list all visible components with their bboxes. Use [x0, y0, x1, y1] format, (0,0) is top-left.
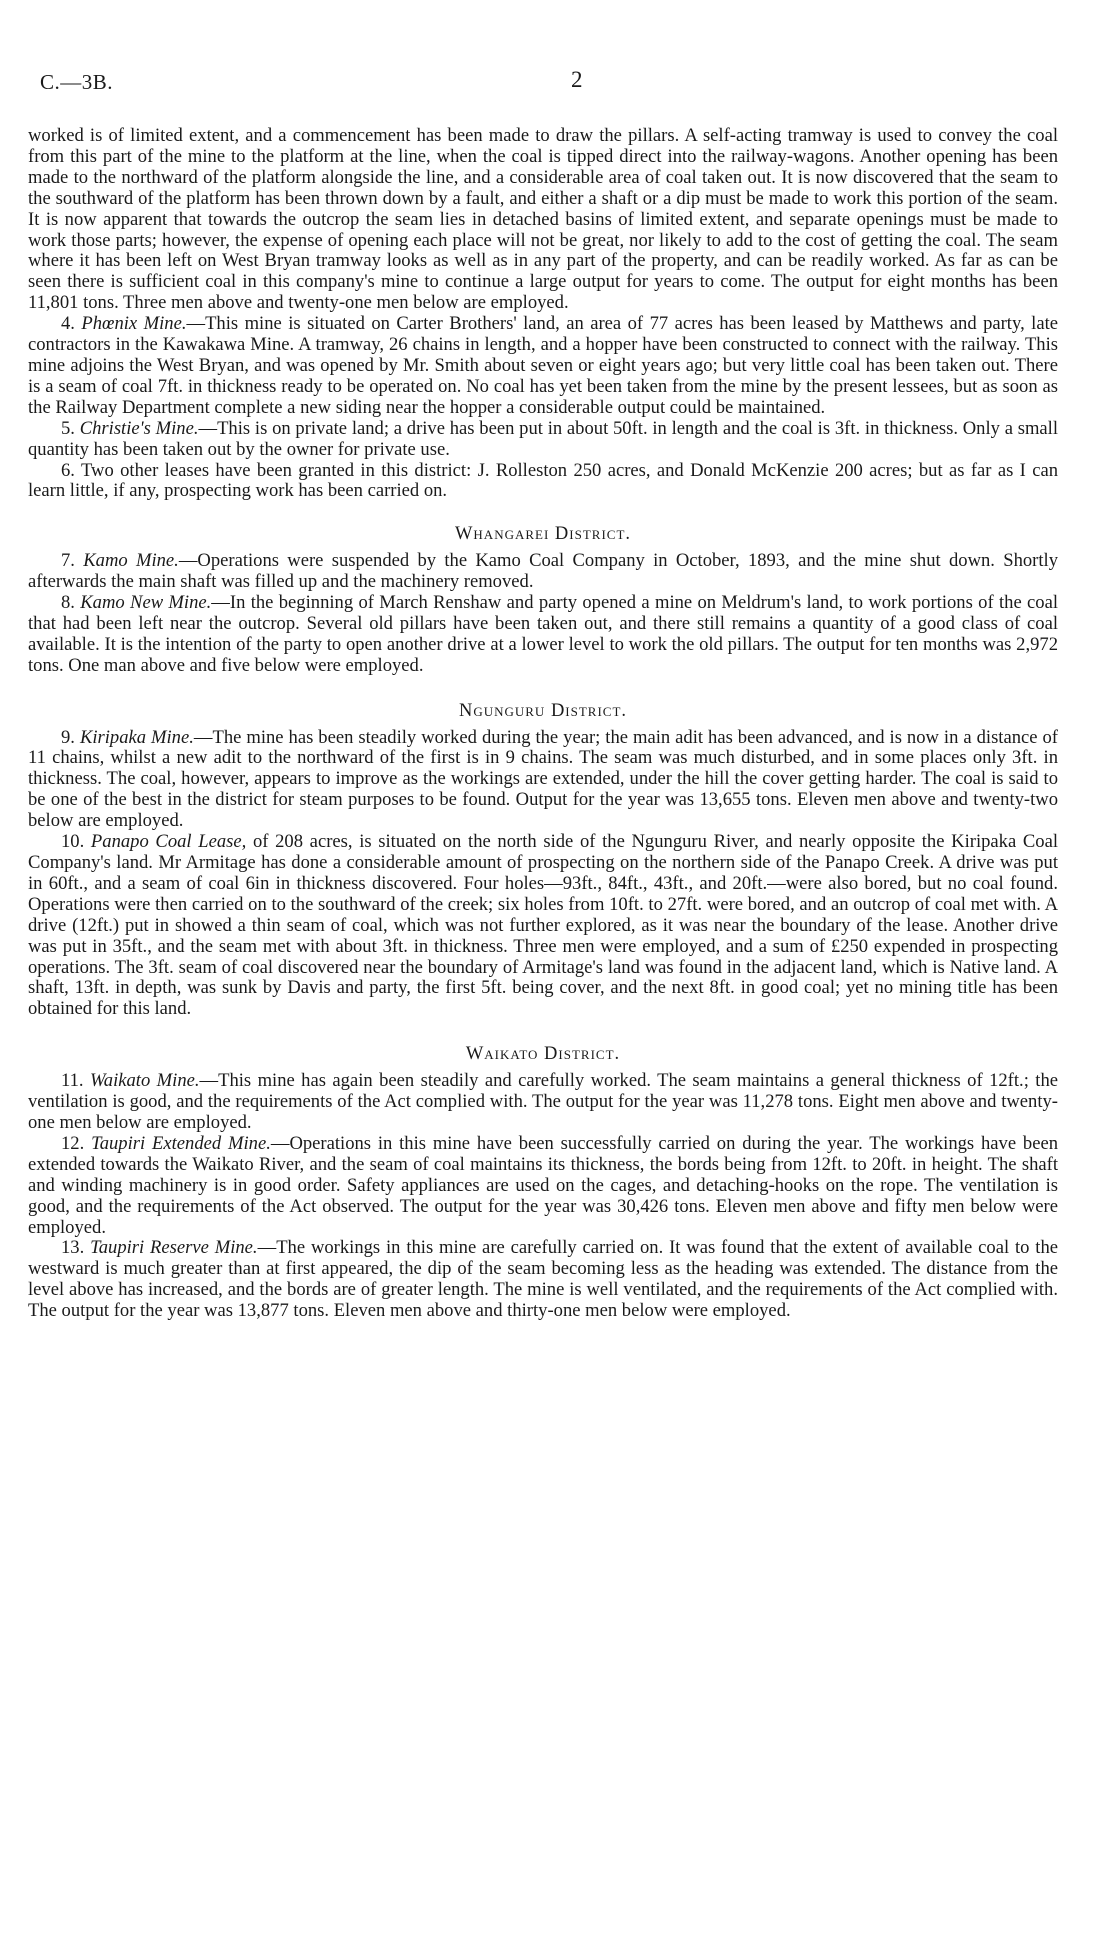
paragraph-kiripaka-mine [28, 728, 1058, 833]
paragraph-text: —This mine has again been steadily and carefully worked. The seam maintains a general thickness of 12ft.; the ventilation is good, and the requirements of the Act complied with. The output for the year was 11,278 tons. Eight men above and twenty-one men below are employed. [28, 1070, 1058, 1133]
mine-title: Kiripaka Mine. [79, 726, 194, 748]
paragraph-kamo-mine [28, 551, 1058, 593]
paragraph-taupiri-extended-mine [28, 1134, 1058, 1239]
paragraph-number: 7. [61, 550, 84, 572]
paragraph-panapo-coal-lease [28, 832, 1058, 1020]
paragraph-number: 5. [61, 417, 80, 439]
mine-title: Taupiri Extended Mine. [91, 1132, 271, 1154]
paragraph-number: 9. [61, 726, 80, 748]
paragraph-continuation [28, 126, 1058, 314]
paragraph-number: 8. [61, 592, 81, 614]
mine-title: Taupiri Reserve Mine. [90, 1237, 258, 1259]
paragraph-other-leases [28, 461, 1058, 503]
paragraph-number: 11. [61, 1070, 90, 1092]
paragraph-taupiri-reserve-mine [28, 1238, 1058, 1322]
paragraph-text: —The mine has been steadily worked during the year; the main adit has been advanced, and is now in a distance of 11 chains, whilst a new adit to the northward of the first is in 9 chains. The seam was much disturbed, and in some places only 3ft. in thickness. The coal, however, appears to improve as the workings are extended, under the hill the cover getting harder. The coal is said to be one of the best in the district for steam purposes to be found. Output for the year was 13,655 tons. Eleven men above and twenty-two below are employed. [28, 726, 1058, 832]
paragraph-number: 6. [61, 459, 81, 481]
mine-title: Kamo Mine. [83, 550, 179, 572]
paragraph-text: —Operations were suspended by the Kamo Coal Company in October, 1893, and the mine shut down. Shortly afterwards the main shaft was filled up and the machinery removed. [28, 550, 1059, 593]
mine-title: Kamo New Mine. [80, 592, 212, 614]
page-header [28, 60, 1058, 100]
mine-title: Waikato Mine. [89, 1070, 200, 1092]
paragraph-text: —In the beginning of March Renshaw and party opened a mine on Meldrum's land, to work portions of the coal that had been left near the outcrop. Several old pillars have been taken out, and there still remains a quantity of a good class of coal available. It is the intention of the party to open another drive at a lower level to work the old pillars. The output for ten months was 2,972 tons. One man above and five below were employed. [28, 592, 1058, 676]
paragraph-text: —The workings in this mine are carefully carried on. It was found that the extent of available coal to the westward is much greater than at first appeared, the dip of the seam becoming less as the heading was extended. The distance from the level above has increased, and the bords are of greater length. The mine is well ventilated, and the requirements of the Act complied with. The output for the year was 13,877 tons. Eleven men above and thirty-one men below were employed. [28, 1237, 1058, 1322]
paragraph-text: of 208 acres, is situated on the north side of the Ngunguru River, and nearly opposite the Kiripaka Coal Company's land. Mr Armitage has done a considerable amount of prospecting on the northern side of the Panapo Creek. A drive was put in 60ft., and a seam of coal 6in in thickness discovered. Four holes—93ft., 84ft., 43ft., and 20ft.—were also bored, but no coal found. Operations were then carried on to the southward of the creek; six holes from 10ft. to 27ft. were bored, and an outcrop of coal met with. A drive (12ft.) put in showed a thin seam of coal, which was not further explored, as it was near the boundary of the lease. Another drive was put in 35ft., and the seam met with about 3ft. in thickness. Three men were employed, and a sum of £250 expended in prospecting operations. The 3ft. seam of coal discovered near the boundary of Armitage's land was found in the adjacent land, which is Native land. A shaft, 13ft. in depth, was sunk by Davis and party, the first 5ft. being cover, and the next 8ft. in good coal; yet no mining title has been obtained for this land. [28, 831, 1058, 1020]
paragraph-number: 13. [61, 1237, 91, 1259]
document-reference: C.—3B. [40, 70, 114, 94]
paragraph-number: 12. [61, 1132, 92, 1154]
paragraph-text: Two other leases have been granted in this district: J. Rolleston 250 acres, and Donald McKenzie 200 acres; but as far as I can learn little, if any, prospecting work has been carried on. [28, 459, 1058, 502]
paragraph-phoenix-mine [28, 314, 1058, 419]
paragraph-kamo-new-mine [28, 593, 1058, 677]
paragraph-text: worked is of limited extent, and a commencement has been made to draw the pillars. A self-acting tramway is used to convey the coal from this part of the mine to the platform at the line, when the coal is tipped direct into the railway-wagons. Another opening has been made to the northward of the platform alongside the line, and a considerable area of coal taken out. It is now discovered that the seam to the southward of the platform has been thrown down by a fault, and either a shaft or a dip must be made to work this portion of the seam. It is now apparent that towards the outcrop the seam lies in detached basins of limited extent, and separate openings must be made to work those parts; however, the expense of opening each place will not be great, nor likely to add to the cost of getting the coal. The seam where it has been left on West Bryan tramway looks as well as in any part of the property, and can be readily worked. As far as can be seen there is sufficient coal in this company's mine to continue a large output for years to come. The output for eight months has been 11,801 tons. Three men above and twenty-one men below are employed. [28, 125, 1058, 314]
paragraph-text: —This is on private land; a drive has been put in about 50ft. in length and the coal is 3ft. in thickness. Only a small quantity has been taken out by the owner for private use. [28, 417, 1059, 460]
section-heading-waikato: Waikato District. [465, 1044, 621, 1065]
paragraph-number: 4. [61, 313, 82, 335]
section-heading-ngunguru: Ngunguru District. [458, 700, 628, 721]
mine-title: Christie's Mine. [79, 417, 199, 439]
paragraph-waikato-mine [28, 1071, 1058, 1134]
mine-title: Panapo Coal Lease, [90, 831, 247, 853]
mine-title: Phœnix Mine. [81, 313, 187, 335]
section-heading-whangarei: Whangarei District. [454, 524, 632, 545]
paragraph-christies-mine [28, 419, 1058, 461]
paragraph-text: —Operations in this mine have been successfully carried on during the year. The workings have been extended towards the Waikato River, and the seam of coal maintains its thickness, the bords being from 12ft. to 20ft. in height. The shaft and winding machinery is in good order. Safety appliances are used on the cages, and detaching-hooks on the rope. The ventilation is good, and the requirements of the Act observed. The output for the year was 30,426 tons. Eleven men above and fifty men below were employed. [28, 1132, 1059, 1238]
paragraph-number: 10. [61, 831, 91, 853]
page-number: 2 [571, 67, 583, 92]
paragraph-text: —This mine is situated on Carter Brothers' land, an area of 77 acres has been leased by Matthews and party, late contractors in the Kawakawa Mine. A tramway, 26 chains in length, and a hopper have been constructed to connect with the railway. This mine adjoins the West Bryan, and was opened by Mr. Smith about seven or eight years ago; but very little coal has been taken out. There is a seam of coal 7ft. in thickness ready to be operated on. No coal has yet been taken from the mine by the present lessees, but as soon as the Railway Department complete a new siding near the hopper a considerable output could be maintained. [28, 313, 1058, 418]
